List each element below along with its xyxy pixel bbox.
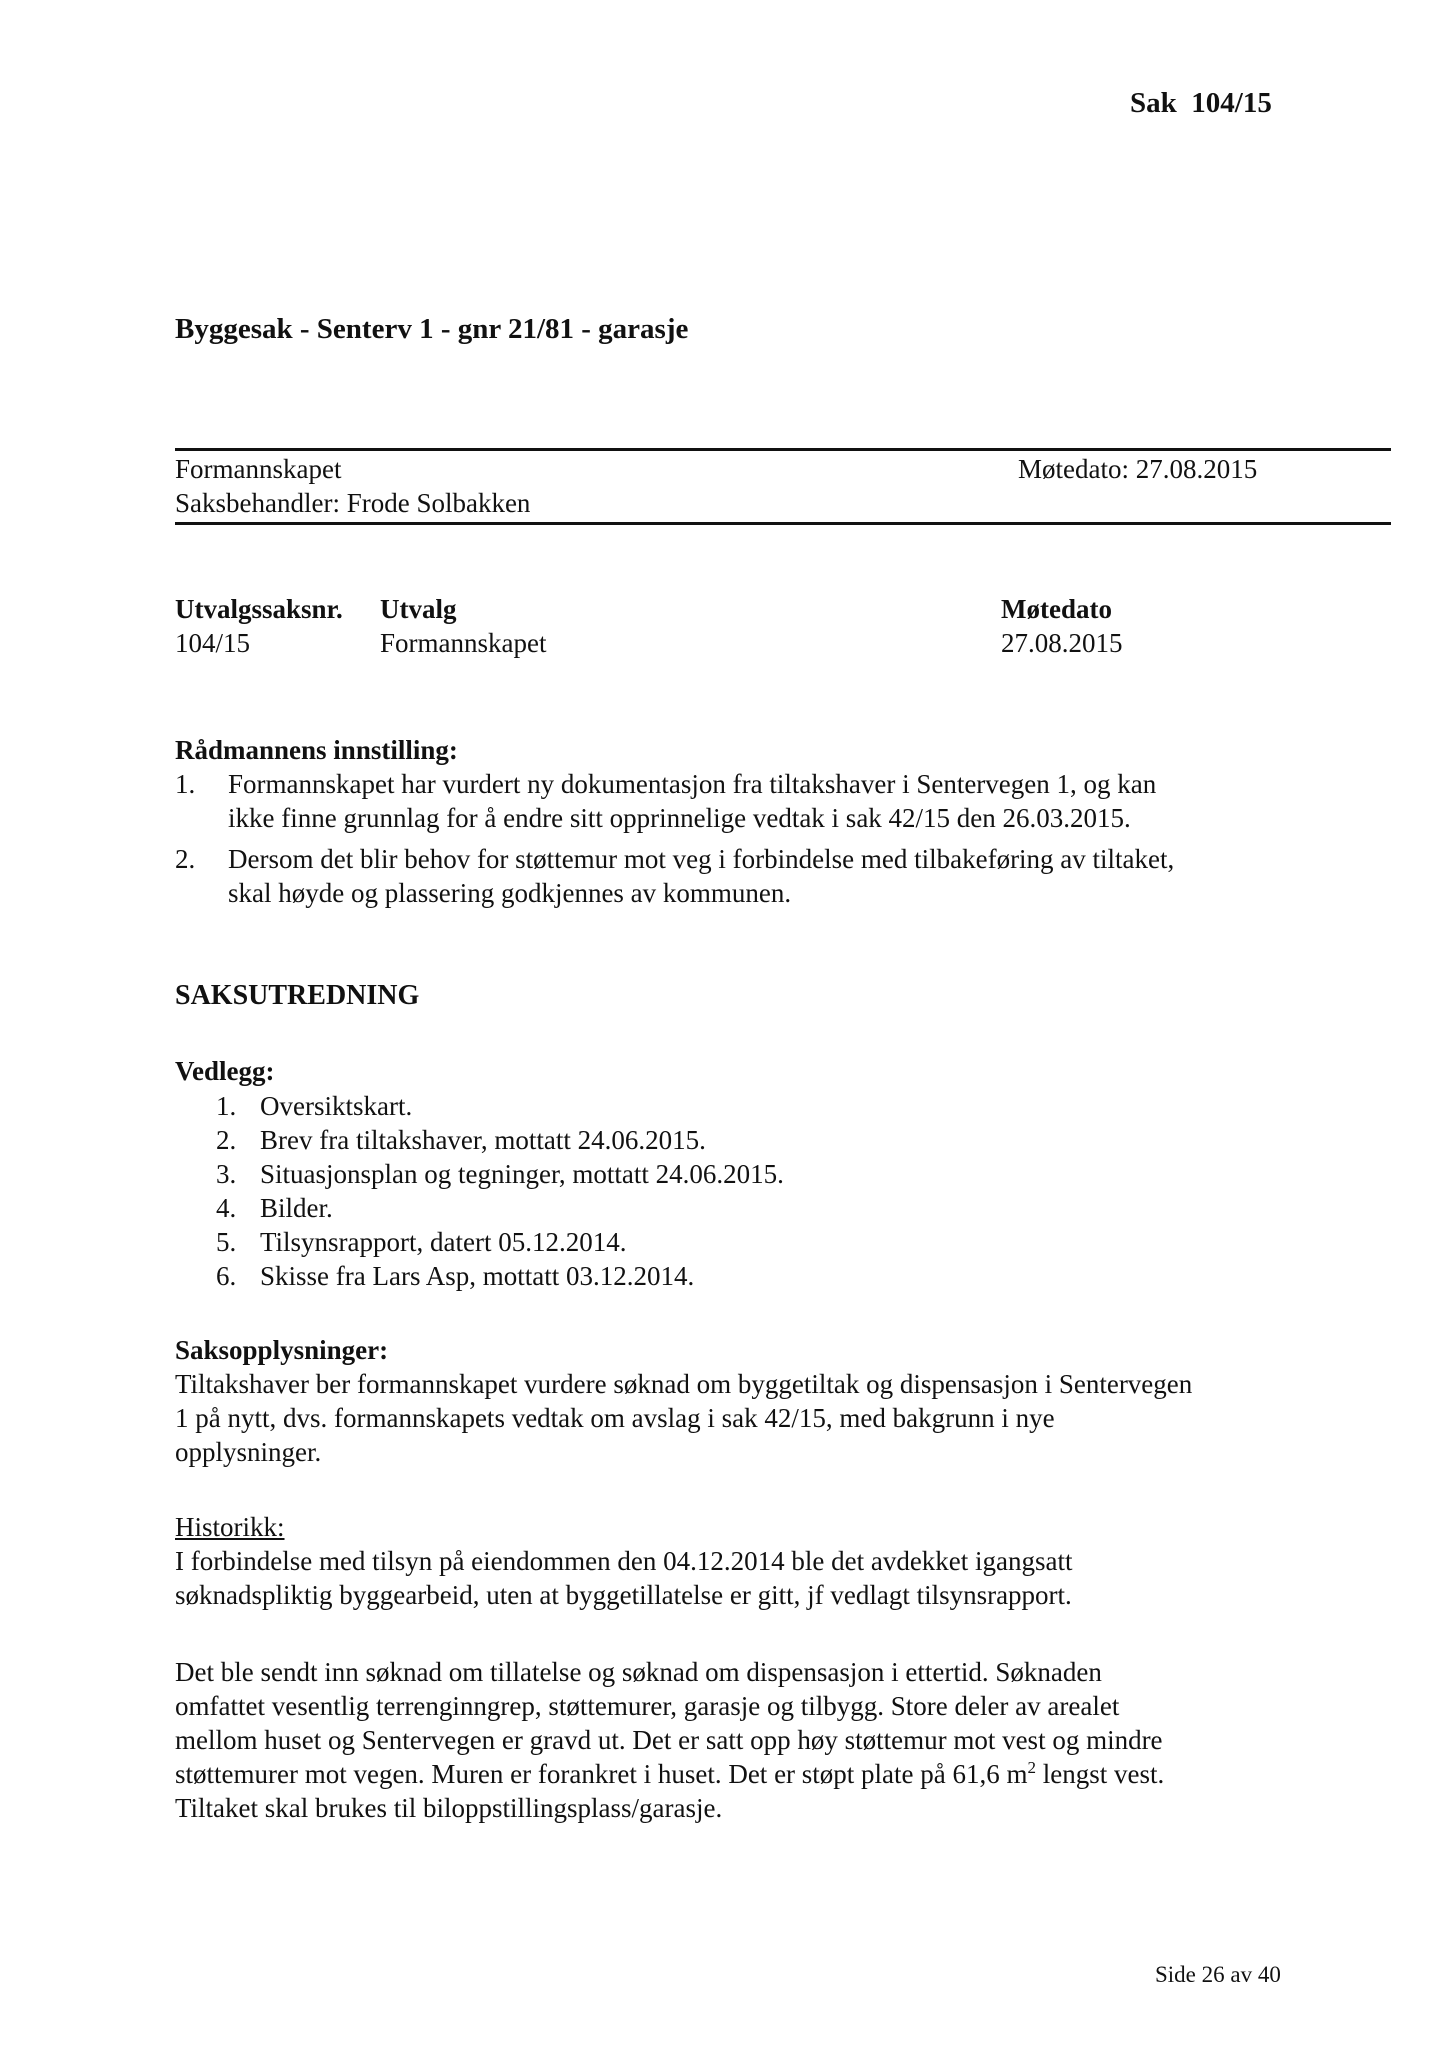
table-header-date: Møtedato [1001, 594, 1112, 624]
attachment-text: Situasjonsplan og tegninger, mottatt 24.06.2015. [260, 1159, 784, 1189]
history-line: omfattet vesentlig terrenginngrep, støttemurer, garasje og tilbygg. Store deler av arealet [175, 1691, 1120, 1721]
attachment-num: 5. [216, 1227, 237, 1257]
history-line: søknadspliktig byggearbeid, uten at byggetillatelse er gitt, jf vedlagt tilsynsrapport. [175, 1580, 1072, 1610]
recommendation-item-line: ikke finne grunnlag for å endre sitt opprinnelige vedtak i sak 42/15 den 26.03.2015. [228, 803, 1131, 833]
document-title: Byggesak - Senterv 1 - gnr 21/81 - garasje [175, 313, 689, 345]
case-info-line: 1 på nytt, dvs. formannskapets vedtak om avslag i sak 42/15, med bakgrunn i nye [175, 1403, 1055, 1433]
attachments-heading: Vedlegg: [175, 1056, 275, 1086]
attachment-num: 2. [216, 1125, 237, 1155]
table-cell-date: 27.08.2015 [1001, 628, 1123, 658]
table-header-committee: Utvalg [380, 594, 457, 624]
bottom-rule [175, 522, 1391, 525]
area-superscript: 2 [1027, 1758, 1037, 1777]
attachment-num: 6. [216, 1261, 237, 1291]
top-rule [175, 448, 1391, 451]
page-number: Side 26 av 40 [1155, 1962, 1281, 1987]
history-heading: Historikk: [175, 1512, 285, 1542]
attachment-text: Bilder. [260, 1193, 333, 1223]
case-info-line: Tiltakshaver ber formannskapet vurdere søknad om byggetiltak og dispensasjon i Sentervegen [175, 1369, 1193, 1399]
case-handler: Saksbehandler: Frode Solbakken [175, 488, 531, 518]
table-header-case-no: Utvalgssaksnr. [175, 594, 343, 624]
history-line-text: støttemurer mot vegen. Muren er forankret i huset. Det er støpt plate på 61,6 m [175, 1759, 1028, 1789]
attachment-num: 4. [216, 1193, 237, 1223]
attachment-text: Oversiktskart. [260, 1091, 413, 1121]
recommendation-heading: Rådmannens innstilling: [175, 735, 458, 765]
meeting-date: Møtedato: 27.08.2015 [1018, 454, 1258, 484]
history-line: Det ble sendt inn søknad om tillatelse og søknad om dispensasjon i ettertid. Søknaden [175, 1657, 1102, 1687]
table-cell-committee: Formannskapet [380, 628, 547, 658]
attachment-num: 3. [216, 1159, 237, 1189]
recommendation-item-line: skal høyde og plassering godkjennes av kommunen. [228, 878, 792, 908]
table-cell-case-no: 104/15 [175, 628, 251, 658]
case-info-line: opplysninger. [175, 1437, 322, 1467]
history-line: I forbindelse med tilsyn på eiendommen den 04.12.2014 ble det avdekket igangsatt [175, 1546, 1073, 1576]
history-line-tail: lengst vest. [1036, 1759, 1165, 1789]
recommendation-item-line: Dersom det blir behov for støttemur mot veg i forbindelse med tilbakeføring av tiltaket, [228, 844, 1175, 874]
case-number: Sak 104/15 [1130, 87, 1272, 119]
recommendation-item-num: 1. [175, 769, 196, 799]
history-line: mellom huset og Sentervegen er gravd ut. Det er satt opp høy støttemur mot vest og mindre [175, 1725, 1163, 1755]
recommendation-item-line: Formannskapet har vurdert ny dokumentasjon fra tiltakshaver i Sentervegen 1, og kan [228, 769, 1157, 799]
case-info-heading: Saksopplysninger: [175, 1335, 389, 1365]
history-line-with-superscript [175, 1757, 1164, 1792]
report-heading: SAKSUTREDNING [175, 980, 420, 1011]
attachment-text: Skisse fra Lars Asp, mottatt 03.12.2014. [260, 1261, 695, 1291]
committee-name: Formannskapet [175, 454, 342, 484]
recommendation-item-num: 2. [175, 844, 196, 874]
attachment-text: Brev fra tiltakshaver, mottatt 24.06.2015. [260, 1125, 706, 1155]
attachment-num: 1. [216, 1091, 237, 1121]
attachment-text: Tilsynsrapport, datert 05.12.2014. [260, 1227, 627, 1257]
history-line: Tiltaket skal brukes til biloppstillingsplass/garasje. [175, 1793, 723, 1823]
